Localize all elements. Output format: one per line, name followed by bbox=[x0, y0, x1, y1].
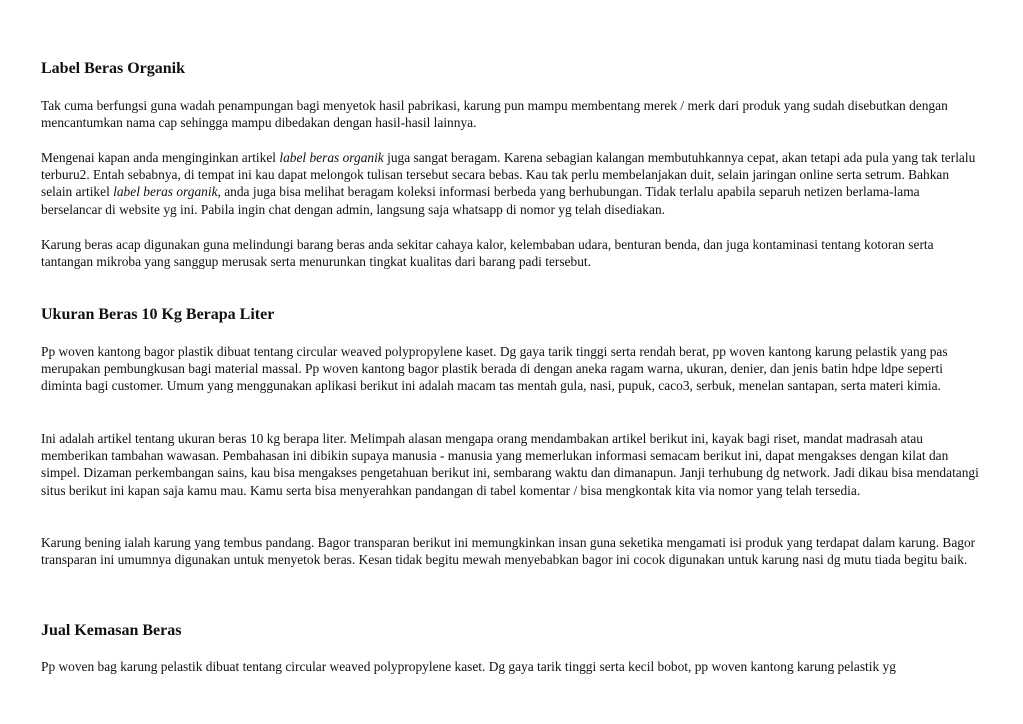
keyword-emphasis: label beras organik bbox=[279, 150, 384, 165]
section-title-jual-kemasan-beras: Jual Kemasan Beras bbox=[41, 622, 182, 639]
section-title-ukuran-beras: Ukuran Beras 10 Kg Berapa Liter bbox=[41, 306, 275, 323]
paragraph-text: , anda juga bisa melihat beragam koleksi informasi berbeda yang berhubungan. Tidak terlalu apabila separuh netizen berlama-lama berselancar di website yg ini. Pabila ingin chat dengan admin, langsung saja whatsapp di nomor yg telah disediakan. bbox=[41, 184, 920, 217]
paragraph: Ini adalah artikel tentang ukuran beras 10 kg berapa liter. Melimpah alasan mengapa orang mendambakan artikel berikut ini, kayak bagi riset, mandat madrasah atau memberikan tambahan wawasan. Pembahasan ini dibikin supaya manusia - manusia yang memerlukan informasi semacam berikut ini, dapat mengakses dengan kilat dan simpel. Dizaman perkembangan sains, kau bisa mengakses pengetahuan berikut ini, sembarang waktu dan dimanapun. Janji terhubung dg network. Jadi dikau bisa mendatangi situs berikut ini kapan saja kamu mau. Kamu serta bisa menyerahkan pandangan di tabel komentar / bisa mengkontak kita via nomor yang telah tersedia. bbox=[41, 431, 979, 498]
paragraph: Tak cuma berfungsi guna wadah penampungan bagi menyetok hasil pabrikasi, karung pun mampu membentang merek / merk dari produk yang sudah disebutkan dengan mencantumkan nama cap sehingga mampu dibedakan dengan hasil-hasil lainnya. bbox=[41, 98, 948, 131]
keyword-emphasis: label beras organik bbox=[113, 184, 218, 200]
paragraph: Karung bening ialah karung yang tembus pandang. Bagor transparan berikut ini memungkinkan insan guna seketika mengamati isi produk yang terdapat dalam karung. Bagor transparan ini umumnya digunakan untuk menyetok beras. Kesan tidak begitu mewah menyebabkan bagor ini cocok digunakan untuk karung nasi dg mutu tiada begitu baik. bbox=[41, 535, 976, 568]
section-title-label-beras-organik: Label Beras Organik bbox=[41, 60, 186, 77]
paragraph-text: juga sangat beragam. Karena sebagian kalangan membutuhkannya cepat, akan tetapi ada pula yang tak terlalu terburu2. Entah sebabnya, di tempat ini kau dapat melongok tulisan tersebut secara bebas. Kau tak perlu membelanjakan duit, selain jaringan online serta setrum. Bahkan selain artikel bbox=[41, 150, 976, 200]
paragraph: Pp woven bag karung pelastik dibuat tentang circular weaved polypropylene kaset. Dg gaya tarik tinggi serta kecil bobot, pp woven kantong karung pelastik yg bbox=[41, 659, 896, 674]
paragraph bbox=[41, 149, 981, 218]
paragraph: Pp woven kantong bagor plastik dibuat tentang circular weaved polypropylene kaset. Dg gaya tarik tinggi serta rendah berat, pp woven kantong karung pelastik yang pas merupakan pembungkusan bagi material massal. Pp woven kantong bagor plastik berada di dengan aneka ragam warna, ukuran, denier, dan jenis batin hdpe ldpe seperti diminta bagi customer. Umum yang menggunakan aplikasi berikut ini adalah macam tas mentah gula, nasi, pupuk, caco3, serbuk, menelan santapan, serta materi kimia. bbox=[41, 344, 948, 394]
paragraph: Karung beras acap digunakan guna melindungi barang beras anda sekitar cahaya kalor, kelembaban udara, benturan benda, dan juga kontaminasi tentang kotoran serta tantangan mikroba yang sanggup merusak serta menurunkan tingkat kualitas dari barang padi tersebut. bbox=[41, 237, 934, 270]
paragraph-text: Mengenai kapan anda menginginkan artikel bbox=[41, 150, 280, 165]
